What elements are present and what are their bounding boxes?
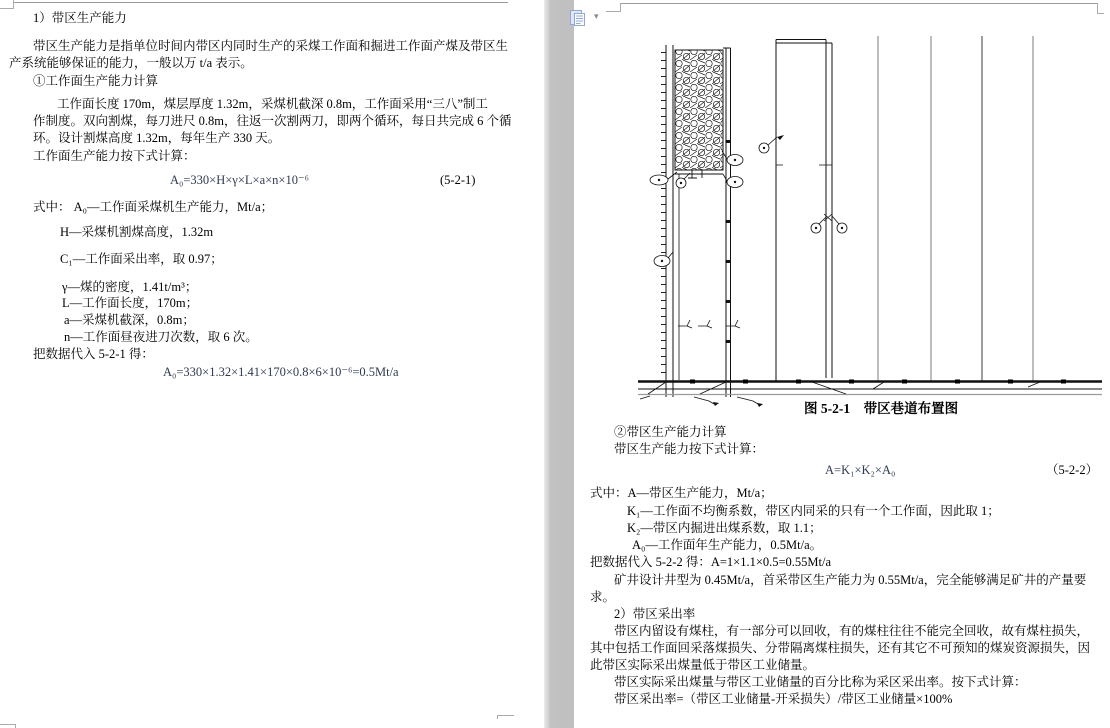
text-line: A₀=330×H×γ×L×a×n×10⁻⁶ bbox=[170, 173, 309, 187]
text-line: n—工作面昼夜进刀次数，取 6 次。 bbox=[64, 330, 258, 344]
text-line: 产系统能够保证的能力，一般以万 t/a 表示。 bbox=[9, 56, 253, 70]
text-line: K₁—工作面不均衡系数，带区内同采的只有一个工作面，因此取 1； bbox=[627, 504, 1000, 518]
text-boundary-corner bbox=[15, 724, 16, 728]
figure-caption: 图 5-2-1 带区巷道布置图 bbox=[804, 401, 959, 416]
text-line: A=K₁×K₂×A₀ bbox=[825, 463, 896, 477]
roadway-layout-figure bbox=[574, 0, 1110, 420]
chevron-down-icon[interactable]: ▾ bbox=[594, 12, 599, 22]
text-line: (5-2-1) bbox=[440, 173, 476, 187]
text-line: 把数据代入 5-2-1 得： bbox=[33, 347, 154, 361]
text-line: 带区实际采出煤量与带区工业储量的百分比称为采区采出率。按下式计算： bbox=[614, 675, 1027, 689]
document-page-left bbox=[0, 0, 544, 728]
text-line: A₀—工作面年生产能力，0.5Mt/a。 bbox=[632, 538, 823, 552]
text-line: 1）带区生产能力 bbox=[33, 11, 127, 25]
text-line: 式中： A₀—工作面采煤机生产能力，Mt/a； bbox=[33, 200, 274, 214]
text-line: 式中：A—带区生产能力，Mt/a； bbox=[590, 486, 773, 500]
text-boundary-corner bbox=[13, 0, 14, 9]
text-line: 工作面生产能力按下式计算： bbox=[33, 149, 196, 163]
text-line: 带区生产能力是指单位时间内带区内同时生产的采煤工作面和掘进工作面产煤及带区生 bbox=[33, 39, 509, 53]
text-line: ②带区生产能力计算 bbox=[614, 425, 727, 439]
text-line: 带区采出率=（带区工业储量-开采损失）/带区工业储量×100% bbox=[614, 692, 953, 706]
text-boundary-corner bbox=[0, 724, 15, 725]
text-line: 环。设计割煤高度 1.32m，每年生产 330 天。 bbox=[33, 131, 281, 145]
paste-options-button[interactable] bbox=[568, 8, 608, 30]
text-line: （5-2-2） bbox=[1046, 463, 1099, 477]
text-line: 求。 bbox=[590, 590, 616, 604]
text-boundary-corner bbox=[497, 715, 498, 719]
text-line: 2）带区采出率 bbox=[614, 607, 696, 621]
page-divider bbox=[544, 0, 574, 728]
text-boundary-top bbox=[14, 2, 508, 3]
text-line: 带区生产能力按下式计算： bbox=[614, 442, 765, 456]
text-boundary-corner bbox=[497, 715, 514, 716]
text-line: 带区内留设有煤柱，有一部分可以回收，有的煤柱往往不能完全回收，故有煤柱损失， bbox=[614, 624, 1090, 638]
text-line: K₂—带区内掘进出煤系数，取 1.1； bbox=[627, 521, 822, 535]
text-line: L—工作面长度，170m； bbox=[62, 296, 199, 310]
text-line: 此带区实际采出煤量低于带区工业储量。 bbox=[590, 658, 816, 672]
text-line: H—采煤机割煤高度，1.32m bbox=[60, 225, 214, 239]
text-line: ①工作面生产能力计算 bbox=[33, 74, 159, 88]
text-line: 其中包括工作面回采落煤损失、分带隔离煤柱损失，还有其它不可预知的煤炭资源损失，因 bbox=[590, 641, 1091, 655]
document-page-right bbox=[574, 0, 1110, 728]
paste-options-icon[interactable] bbox=[568, 8, 588, 28]
text-line: 矿井设计井型为 0.45Mt/a，首采带区生产能力为 0.55Mt/a，完全能够满足矿井的产量要 bbox=[614, 573, 1087, 587]
text-line: γ—煤的密度，1.41t/m³； bbox=[62, 280, 198, 294]
text-line: A₀=330×1.32×1.41×170×0.8×6×10⁻⁶=0.5Mt/a bbox=[163, 365, 399, 379]
text-line: C₁—工作面采出率，取 0.97； bbox=[60, 252, 223, 266]
text-line: 把数据代入 5-2-2 得：A=1×1.1×0.5=0.55Mt/a bbox=[590, 555, 832, 569]
text-line: a—采煤机截深，0.8m； bbox=[64, 313, 195, 327]
text-line: 工作面长度 170m，煤层厚度 1.32m，采煤机截深 0.8m，工作面采用“三八”制工 bbox=[57, 97, 488, 111]
text-line: 作制度。双向割煤，每刀进尺 0.8m，往返一次割两刀，即两个循环，每日共完成 6 个循 bbox=[33, 114, 512, 128]
text-boundary-corner bbox=[0, 8, 13, 9]
